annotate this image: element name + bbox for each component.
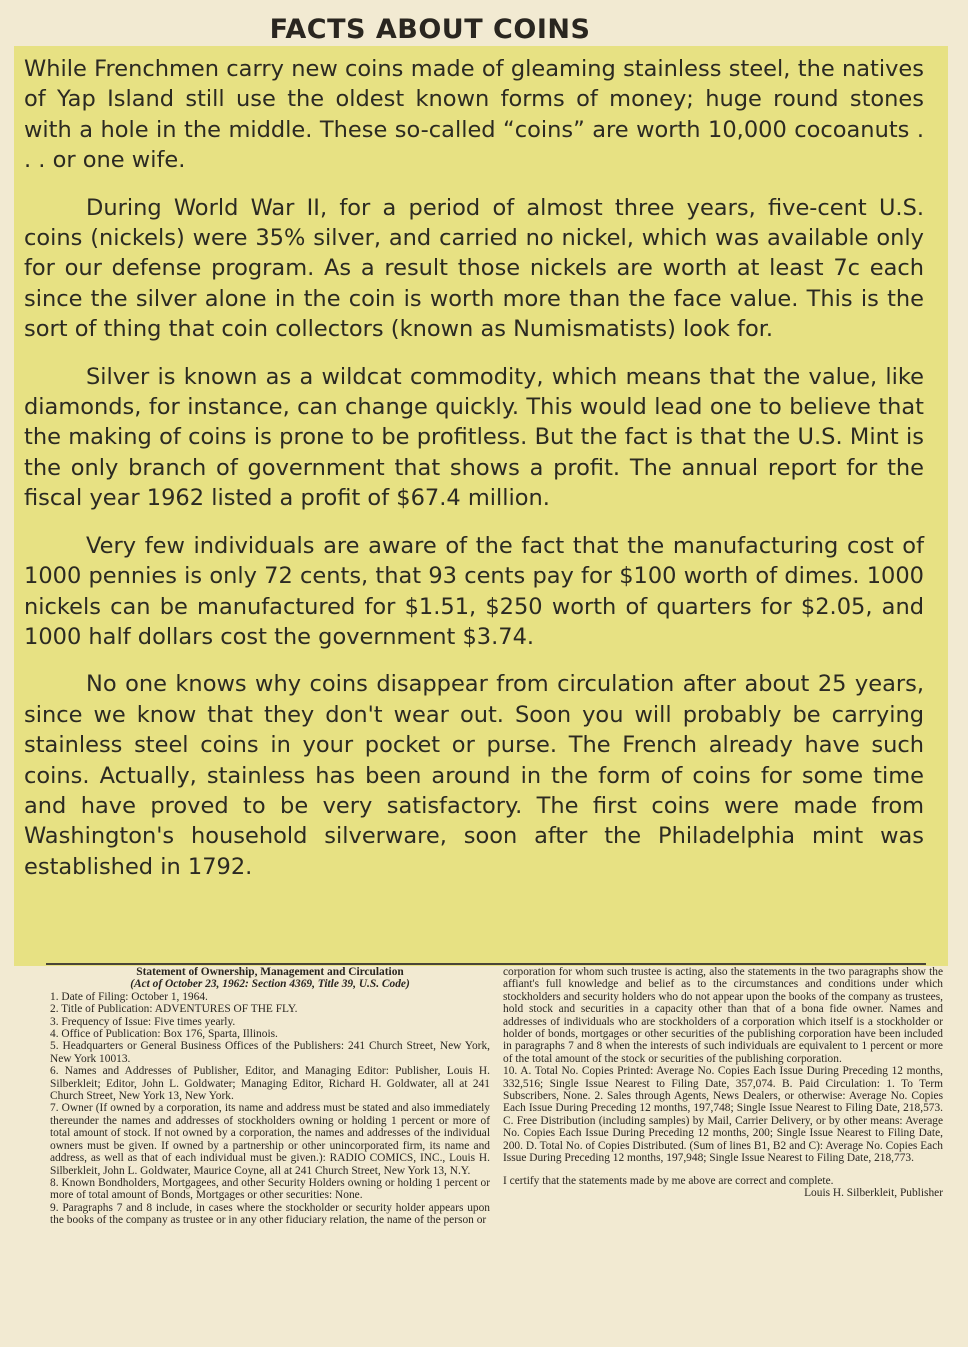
article-paragraph: No one knows why coins disappear from circulation after about 25 years, since we know that they don't wear out. Soon you will probably be carrying stainless steel coins in your pocket or purse. The French already have such coins. Actually, stainless has been around in the form of coins for some time and have proved to be very satisfactory. The first coins were made from Washington's household silverware, soon after the Philadelphia mint was established in 1792.: [24, 671, 924, 880]
article-paragraph: Silver is known as a wildcat commodity, which means that the value, like diamonds, for instance, can change quickly. This would lead one to believe that the making of coins is prone to be profitless. But the fact is that the U.S. Mint is the only branch of government that shows a profit. The annual report for the fiscal year 1962 listed a profit of $67.4 million.: [24, 363, 924, 512]
statement-item: 9. Paragraphs 7 and 8 include, in cases where the stockholder or security holder appears upon the books of the company as trustee or in any other fiduciary relation, the name of the person or: [50, 1201, 490, 1227]
statement-subheading: (Act of October 23, 1962: Section 4369, Title 39, U.S. Code): [130, 978, 410, 991]
statement-item: 3. Frequency of Issue: Five times yearly.: [50, 1015, 236, 1028]
article-paragraph: During World War II, for a period of almost three years, five-cent U.S. coins (nickels) were 35% silver, and carried no nickel, which was available only for our defense program. As a result those nickels are worth at least 7c each since the silver alone in the coin is worth more than the face value. This is the sort of thing that coin collectors (known as Numismatists) look for.: [24, 194, 924, 343]
statement-item: 10. A. Total No. Copies Printed: Average No. Copies Each Issue During Preceding 12 months, 332,516; Single Issue Nearest to Filing Date, 357,074. B. Paid Circulation: 1. To Term Subscribers, None. 2. Sales through Agents, News Dealers, or otherwise: Average No. Copies Each Issue During Preceding 12 months, 197,748; Single Issue Nearest to Filing Date, 218,573. C. Free Distribution (including samples) by Mail, Carrier Delivery, or by other means: Average No. Copies Each Issue During Preceding 12 months, 200; Single Issue Nearest to Filing Date, 200. D. Total No. of Copies Distributed. (Sum of lines B1, B2 and C): Average No. Copies Each Issue During Preceding 12 months, 197,948; Single Issue Nearest to Filing Date, 218,773.: [503, 1065, 943, 1165]
publisher-signature: Louis H. Silberkleit, Publisher: [804, 1186, 943, 1199]
statement-item: 4. Office of Publication: Box 176, Sparta, Illinois.: [50, 1028, 278, 1041]
statement-item: 6. Names and Addresses of Publisher, Editor, and Managing Editor: Publisher, Louis H. Silberkleit; Editor, John L. Goldwater; Managing Editor, Richard H. Goldwater, all at 241 Church Street, New York 13, New York.: [50, 1065, 490, 1103]
statement-item: corporation for whom such trustee is acting, also the statements in the two paragraphs show the affiant's full knowledge and belief as to the circumstances and conditions under which stockholders and security holders who do not appear upon the books of the company as trustees, hold stock and securities in a capacity other than that of a bona fide owner. Names and addresses of individuals who are stockholders of a corporation which itself is a stockholder or holder of bonds, mortgages or other securities of the publishing corporation have been included in paragraphs 7 and 8 when the interests of such individuals are equivalent to 1 percent or more of the total amount of the stock or securities of the publishing corporation.: [503, 966, 943, 1065]
statement-item: 7. Owner (If owned by a corporation, its name and address must be stated and also immediately thereunder the names and addresses of stockholders owning or holding 1 percent or more of total amount of stock. If not owned by a corporation, the names and addresses of the individual owners must be given. If owned by a partnership or other unincorporated firm, its name and address, as well as that of each individual must be given.): RADIO COMICS, INC., Louis H. Silberkleit, John L. Goldwater, Maurice Coyne, all at 241 Church Street, New York 13, N.Y.: [50, 1102, 490, 1177]
ownership-statement-left-column: [50, 966, 490, 1227]
page-title: FACTS ABOUT COINS: [269, 14, 591, 45]
statement-heading: Statement of Ownership, Management and Circulation: [136, 966, 404, 978]
ownership-statement-right-column: [503, 966, 943, 1199]
statement-item: 1. Date of Filing: October 1, 1964.: [50, 990, 208, 1003]
section-divider: [46, 963, 926, 965]
article-paragraph: While Frenchmen carry new coins made of gleaming stainless steel, the natives of Yap Island still use the oldest known forms of money; huge round stones with a hole in the middle. These so-called “coins” are worth 10,000 cocoanuts . . . or one wife.: [24, 56, 924, 174]
statement-item: 8. Known Bondholders, Mortgagees, and other Security Holders owning or holding 1 percent or more of total amount of Bonds, Mortgages or other securities: None.: [50, 1176, 490, 1202]
statement-item: 2. Title of Publication: ADVENTURES OF THE FLY.: [50, 1003, 298, 1016]
statement-item: 5. Headquarters or General Business Offices of the Publishers: 241 Church Street, New York, New York 10013.: [50, 1040, 490, 1065]
certification-text: I certify that the statements made by me above are correct and complete.: [503, 1174, 834, 1187]
article-body: [24, 54, 924, 899]
article-paragraph: Very few individuals are aware of the fact that the manufacturing cost of 1000 pennies is only 72 cents, that 93 cents pay for $100 worth of dimes. 1000 nickels can be manufactured for $1.51, $250 worth of quarters for $2.05, and 1000 half dollars cost the government $3.74.: [24, 532, 924, 650]
